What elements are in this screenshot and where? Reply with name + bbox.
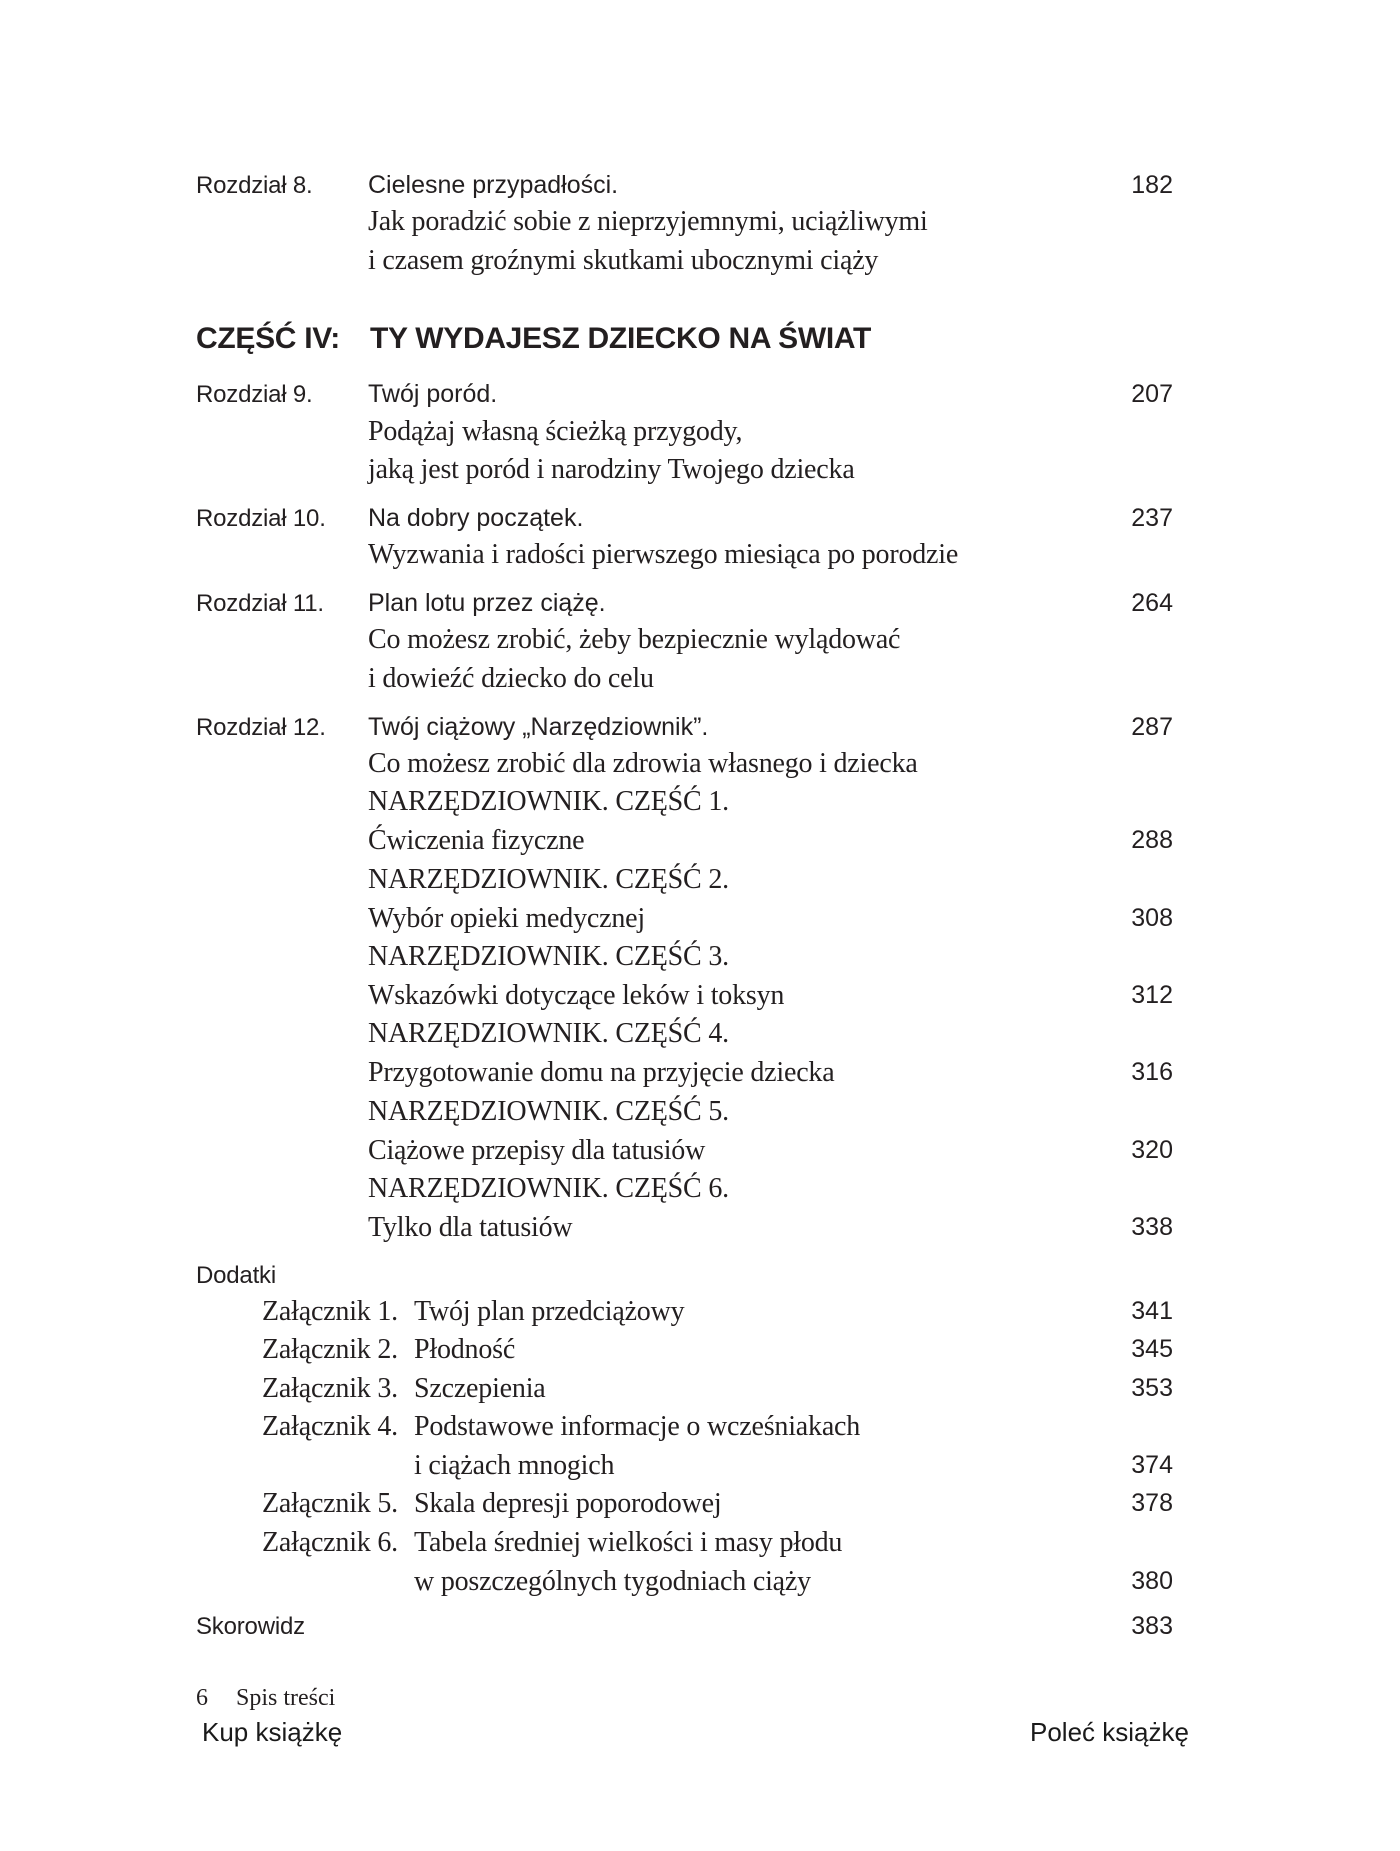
toc-chapter-11-page: 264 xyxy=(1131,589,1173,617)
toolkit-part-5-heading: NARZĘDZIOWNIK. CZĘŚĆ 5. xyxy=(368,1096,729,1127)
toolkit-part-6-page: 338 xyxy=(1131,1213,1173,1241)
toc-chapter-12-title: Twój ciążowy „Narzędziownik”. xyxy=(368,713,709,741)
toc-chapter-11-label: Rozdział 11. xyxy=(196,590,324,617)
appendix-2-title: Płodność xyxy=(414,1334,516,1365)
toc-index-page: 383 xyxy=(1131,1612,1173,1640)
toc-part-4-title: TY WYDAJESZ DZIECKO NA ŚWIAT xyxy=(370,322,872,355)
appendix-4-title: Podstawowe informacje o wcześniakach xyxy=(414,1411,861,1442)
toolkit-part-3-title: Wskazówki dotyczące leków i toksyn xyxy=(368,980,785,1011)
toc-chapter-10-page: 237 xyxy=(1131,504,1173,532)
appendix-2-label: Załącznik 2. xyxy=(262,1334,398,1365)
appendix-1-page: 341 xyxy=(1131,1297,1173,1325)
toc-chapter-8-title: Cielesne przypadłości. xyxy=(368,171,619,199)
appendix-5-title: Skala depresji poporodowej xyxy=(414,1488,722,1519)
appendix-4-page: 374 xyxy=(1131,1451,1173,1479)
appendix-6-label: Załącznik 6. xyxy=(262,1527,398,1558)
toc-chapter-10-title: Na dobry początek. xyxy=(368,504,584,532)
toc-chapter-9-title: Twój poród. xyxy=(368,380,498,408)
toc-index-label: Skorowidz xyxy=(196,1613,305,1640)
toc-chapter-8-subtitle-2: i czasem groźnymi skutkami ubocznymi ciąży xyxy=(368,245,879,276)
appendix-1-label: Załącznik 1. xyxy=(262,1296,398,1327)
toc-appendix-heading: Dodatki xyxy=(196,1262,276,1289)
toolkit-part-3-heading: NARZĘDZIOWNIK. CZĘŚĆ 3. xyxy=(368,941,729,972)
appendix-6-title-cont: w poszczególnych tygodniach ciąży xyxy=(414,1566,811,1597)
toolkit-part-5-title: Ciążowe przepisy dla tatusiów xyxy=(368,1135,706,1166)
buy-book-link[interactable]: Kup książkę xyxy=(202,1717,343,1747)
appendix-6-page: 380 xyxy=(1131,1567,1173,1595)
toc-chapter-11-subtitle-2: i dowieźć dziecko do celu xyxy=(368,663,654,694)
toolkit-part-4-heading: NARZĘDZIOWNIK. CZĘŚĆ 4. xyxy=(368,1018,729,1049)
toc-part-4-label: CZĘŚĆ IV: xyxy=(196,322,340,355)
toolkit-part-4-title: Przygotowanie domu na przyjęcie dziecka xyxy=(368,1057,835,1088)
toolkit-part-1-page: 288 xyxy=(1131,826,1173,854)
toc-chapter-8-subtitle-1: Jak poradzić sobie z nieprzyjemnymi, uciążliwymi xyxy=(368,206,928,237)
appendix-3-title: Szczepienia xyxy=(414,1373,546,1404)
toc-chapter-10-label: Rozdział 10. xyxy=(196,505,326,532)
appendix-4-label: Załącznik 4. xyxy=(262,1411,398,1442)
toolkit-part-3-page: 312 xyxy=(1131,981,1173,1009)
appendix-2-page: 345 xyxy=(1131,1335,1173,1363)
toolkit-part-4-page: 316 xyxy=(1131,1058,1173,1086)
toolkit-part-5-page: 320 xyxy=(1131,1136,1173,1164)
toc-chapter-12-subtitle-1: Co możesz zrobić dla zdrowia własnego i dziecka xyxy=(368,748,918,779)
toolkit-part-1-heading: NARZĘDZIOWNIK. CZĘŚĆ 1. xyxy=(368,786,729,817)
toc-chapter-9-page: 207 xyxy=(1131,380,1173,408)
appendix-5-label: Załącznik 5. xyxy=(262,1488,398,1519)
appendix-6-title: Tabela średniej wielkości i masy płodu xyxy=(414,1527,843,1558)
toc-chapter-9-subtitle-1: Podążaj własną ścieżką przygody, xyxy=(368,416,743,447)
toc-chapter-9-subtitle-2: jaką jest poród i narodziny Twojego dziecka xyxy=(368,454,855,485)
toolkit-part-2-title: Wybór opieki medycznej xyxy=(368,903,645,934)
toc-chapter-12-page: 287 xyxy=(1131,713,1173,741)
toolkit-part-6-heading: NARZĘDZIOWNIK. CZĘŚĆ 6. xyxy=(368,1173,729,1204)
toolkit-part-2-page: 308 xyxy=(1131,904,1173,932)
toolkit-part-1-title: Ćwiczenia fizyczne xyxy=(368,825,585,856)
toolkit-part-6-title: Tylko dla tatusiów xyxy=(368,1212,573,1243)
toc-chapter-8-page: 182 xyxy=(1131,171,1173,199)
toc-chapter-12-label: Rozdział 12. xyxy=(196,714,326,741)
appendix-4-title-cont: i ciążach mnogich xyxy=(414,1450,615,1481)
toc-chapter-11-title: Plan lotu przez ciążę. xyxy=(368,589,606,617)
toc-chapter-9-label: Rozdział 9. xyxy=(196,381,313,408)
appendix-3-label: Załącznik 3. xyxy=(262,1373,398,1404)
toc-chapter-11-subtitle-1: Co możesz zrobić, żeby bezpiecznie wylądować xyxy=(368,624,901,655)
toc-chapter-8-label: Rozdział 8. xyxy=(196,172,313,199)
appendix-3-page: 353 xyxy=(1131,1374,1173,1402)
appendix-1-title: Twój plan przedciążowy xyxy=(414,1296,685,1327)
toc-chapter-10-subtitle-1: Wyzwania i radości pierwszego miesiąca po porodzie xyxy=(368,539,959,570)
footer-section-title: Spis treści xyxy=(236,1685,336,1711)
footer-page-number: 6 xyxy=(196,1685,208,1711)
recommend-book-link[interactable]: Poleć książkę xyxy=(1030,1717,1189,1747)
appendix-5-page: 378 xyxy=(1131,1489,1173,1517)
toolkit-part-2-heading: NARZĘDZIOWNIK. CZĘŚĆ 2. xyxy=(368,864,729,895)
